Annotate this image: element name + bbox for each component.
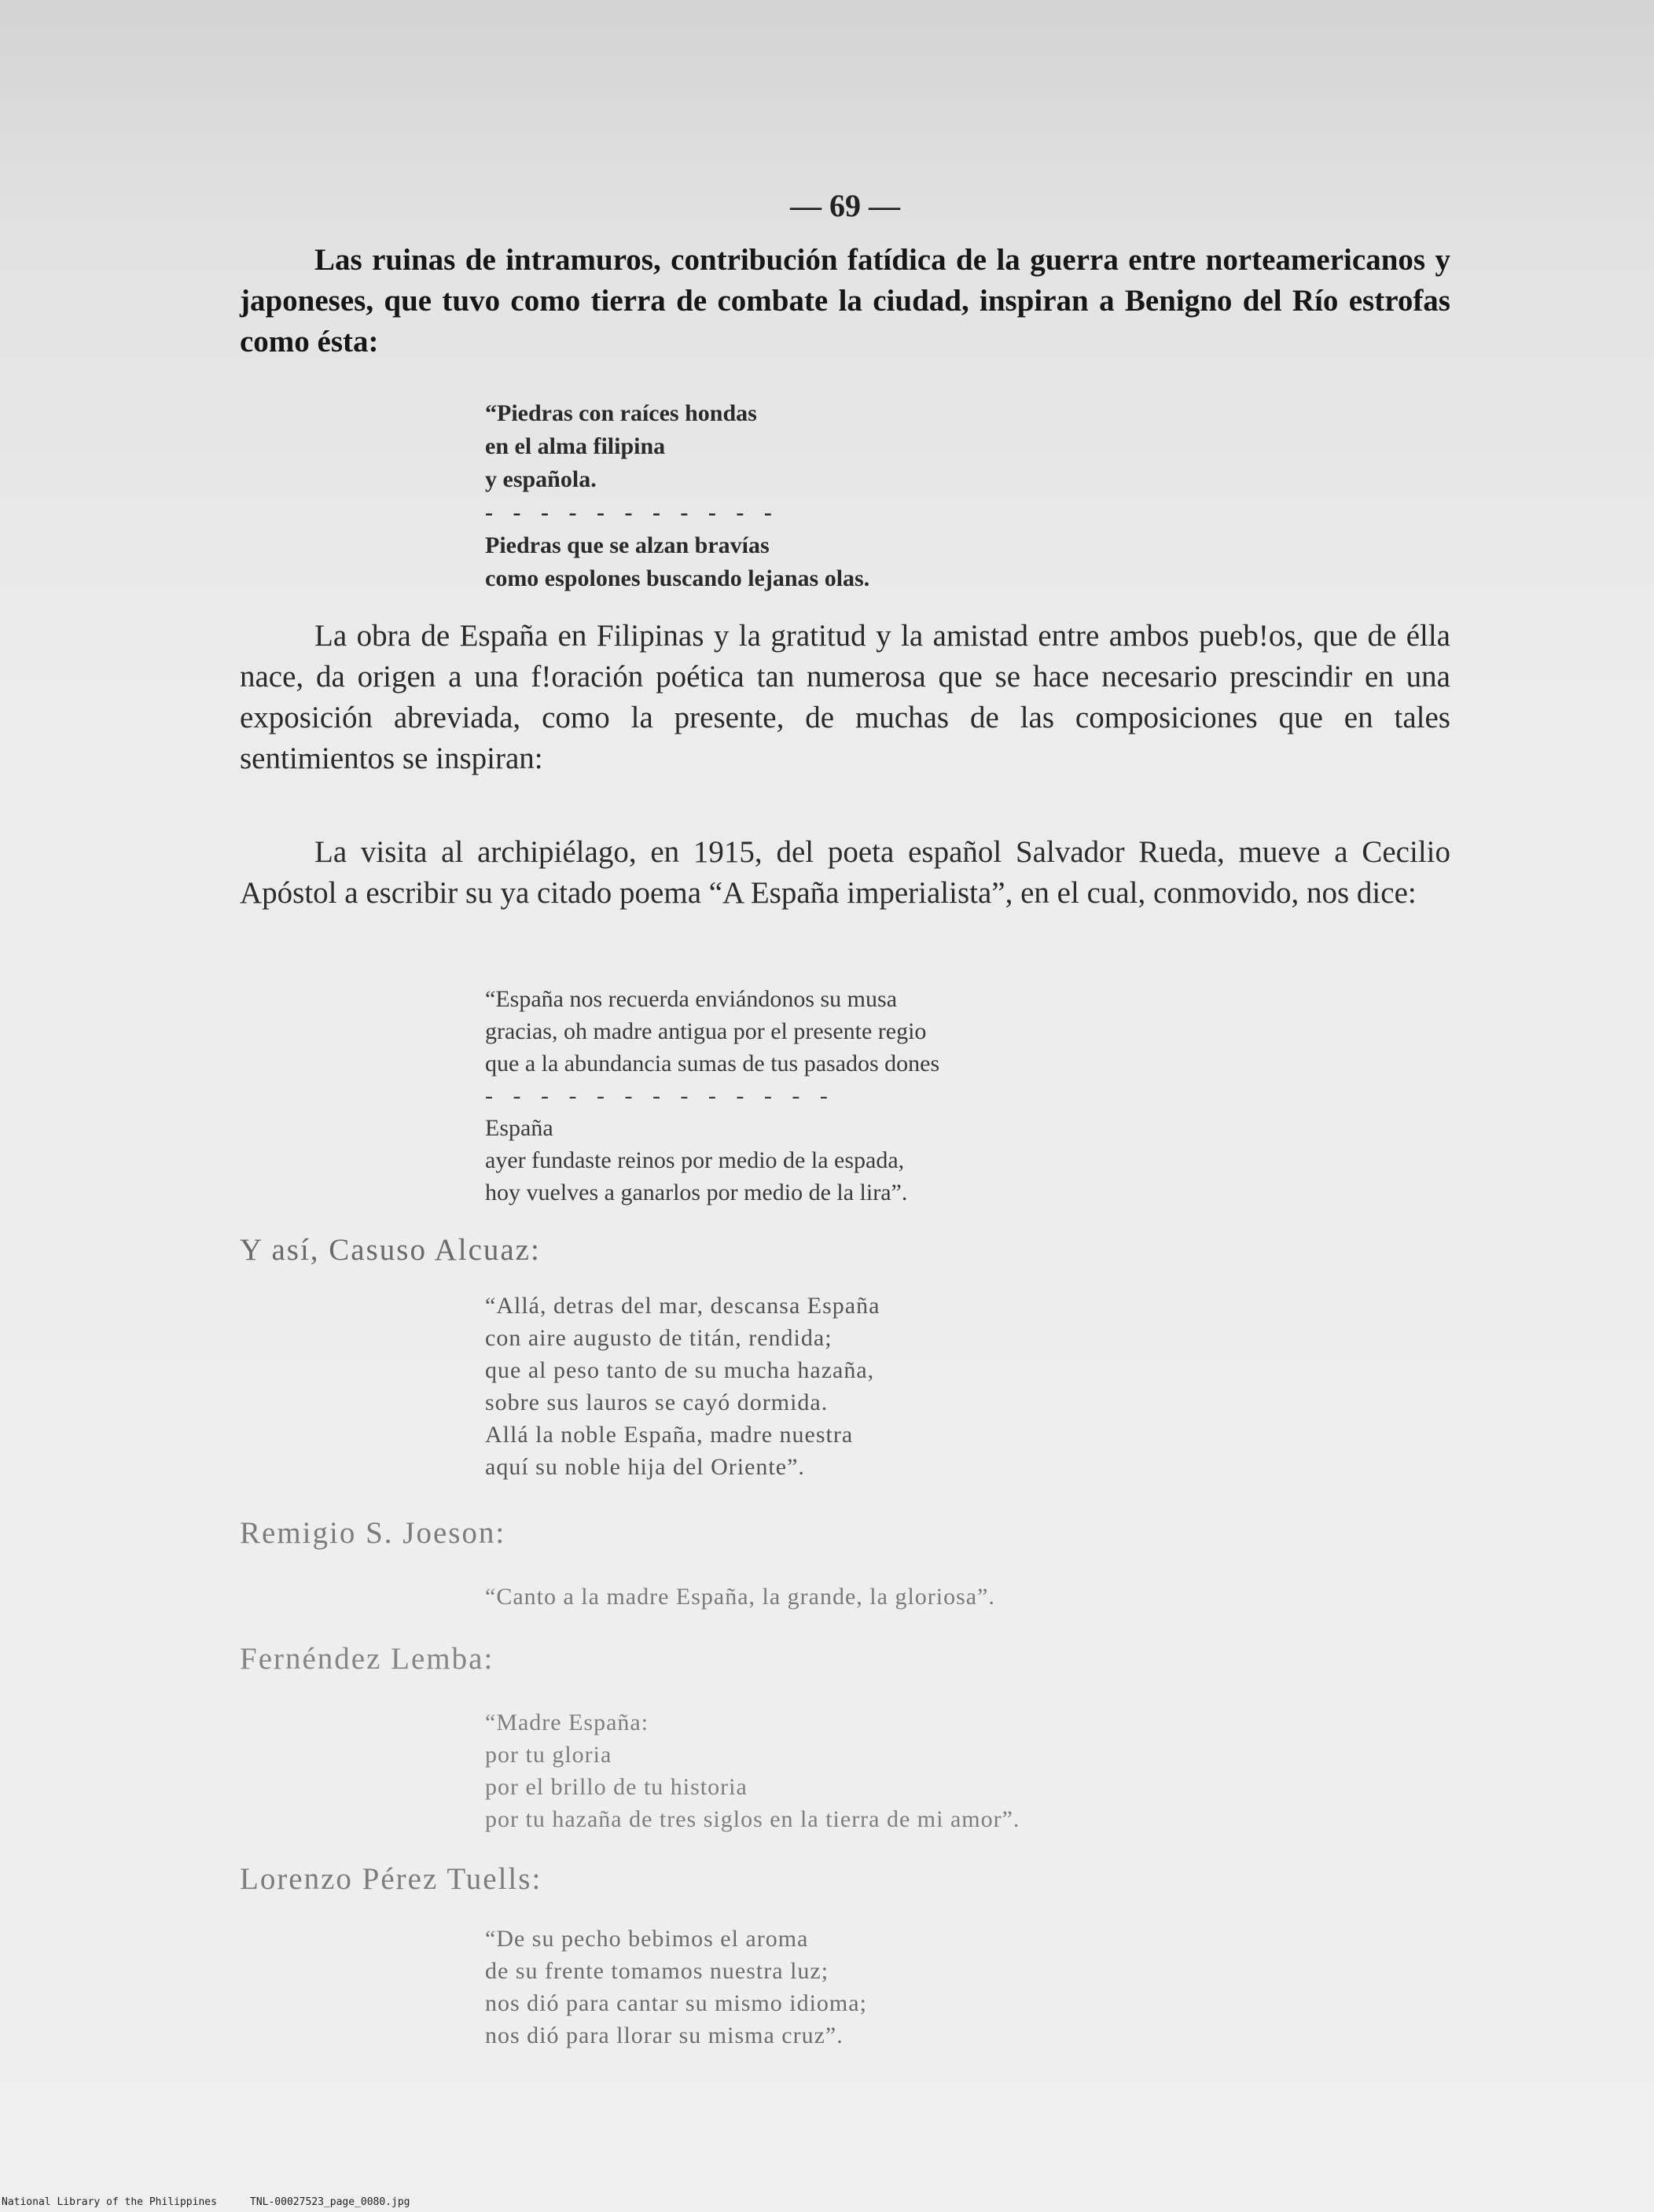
footer-filename: TNL-00027523_page_0080.jpg: [250, 2196, 410, 2208]
verse-casuso: [485, 1290, 880, 1483]
verse-line: “España nos recuerda enviándonos su musa: [485, 986, 898, 1012]
verse-line: como espolones buscando lejanas olas.: [485, 565, 870, 591]
verse-line: y española.: [485, 466, 597, 492]
verse-line: hoy vuelves a ganarlos por medio de la lira”.: [485, 1180, 908, 1205]
verse-tuells: [485, 1923, 867, 2052]
verse-line: en el alma filipina: [485, 433, 666, 459]
verse-line: “Piedras con raíces hondas: [485, 400, 757, 426]
verse-line: “Allá, detras del mar, descansa España: [485, 1293, 880, 1319]
page-number: — 69 —: [790, 188, 900, 223]
verse-line: nos dió para llorar su misma cruz”.: [485, 2022, 844, 2048]
verse-ellipsis: - - - - - - - - - - - - -: [485, 1083, 835, 1109]
verse-ellipsis: - - - - - - - - - - -: [485, 499, 779, 525]
verse-line: que al peso tanto de su mucha hazaña,: [485, 1357, 875, 1383]
paragraph-obra-espana: La obra de España en Filipinas y la gratitud y la amistad entre ambos pueb!os, que de élla nace, da origen a una f!oración poética tan numerosa que se hace necesario prescindir en una exposición abreviada, como la presente, de muchas de las composiciones que en tales sentimientos se inspiran:: [240, 619, 1450, 775]
verse-line: gracias, oh madre antigua por el presente regio: [485, 1018, 927, 1044]
verse-line: por el brillo de tu historia: [485, 1774, 748, 1800]
author-lemba: Fernéndez Lemba:: [240, 1642, 494, 1676]
paragraph-intramuros: Las ruinas de intramuros, contribución fatídica de la guerra entre norteamericanos y japoneses, que tuvo como tierra de combate la ciudad, inspiran a Benigno del Río estrofas como ésta:: [240, 243, 1450, 359]
verse-line: “Madre España:: [485, 1710, 649, 1735]
paragraph-visita: La visita al archipiélago, en 1915, del poeta español Salvador Rueda, mueve a Cecilio Apóstol a escribir su ya citado poema “A España imperialista”, en el cual, conmovido, nos dice:: [240, 835, 1450, 910]
verse-line: sobre sus lauros se cayó dormida.: [485, 1389, 829, 1415]
verse-line: por tu hazaña de tres siglos en la tierra de mi amor”.: [485, 1806, 1020, 1832]
verse-lemba: [485, 1706, 1020, 1835]
verse-line: aquí su noble hija del Oriente”.: [485, 1454, 805, 1480]
verse-line: España: [485, 1115, 553, 1141]
verse-rio: [485, 397, 869, 595]
verse-line: que a la abundancia sumas de tus pasados dones: [485, 1051, 940, 1077]
verse-line: nos dió para cantar su mismo idioma;: [485, 1990, 867, 2016]
verse-line: Piedras que se alzan bravías: [485, 532, 770, 558]
verse-joeson: [485, 1581, 995, 1613]
author-joeson: Remigio S. Joeson:: [240, 1516, 506, 1550]
footer-library: National Library of the Philippines: [2, 2196, 217, 2208]
verse-apostol: [485, 983, 939, 1209]
verse-line: por tu gloria: [485, 1742, 612, 1768]
verse-line: con aire augusto de titán, rendida;: [485, 1325, 833, 1351]
verse-line: “De su pecho bebimos el aroma: [485, 1926, 809, 1952]
author-tuells: Lorenzo Pérez Tuells:: [240, 1862, 542, 1896]
verse-line: ayer fundaste reinos por medio de la espada,: [485, 1147, 905, 1173]
verse-line: “Canto a la madre España, la grande, la gloriosa”.: [485, 1584, 995, 1610]
verse-line: Allá la noble España, madre nuestra: [485, 1422, 854, 1448]
verse-line: de su frente tomamos nuestra luz;: [485, 1958, 829, 1984]
author-casuso: Y así, Casuso Alcuaz:: [240, 1233, 541, 1267]
